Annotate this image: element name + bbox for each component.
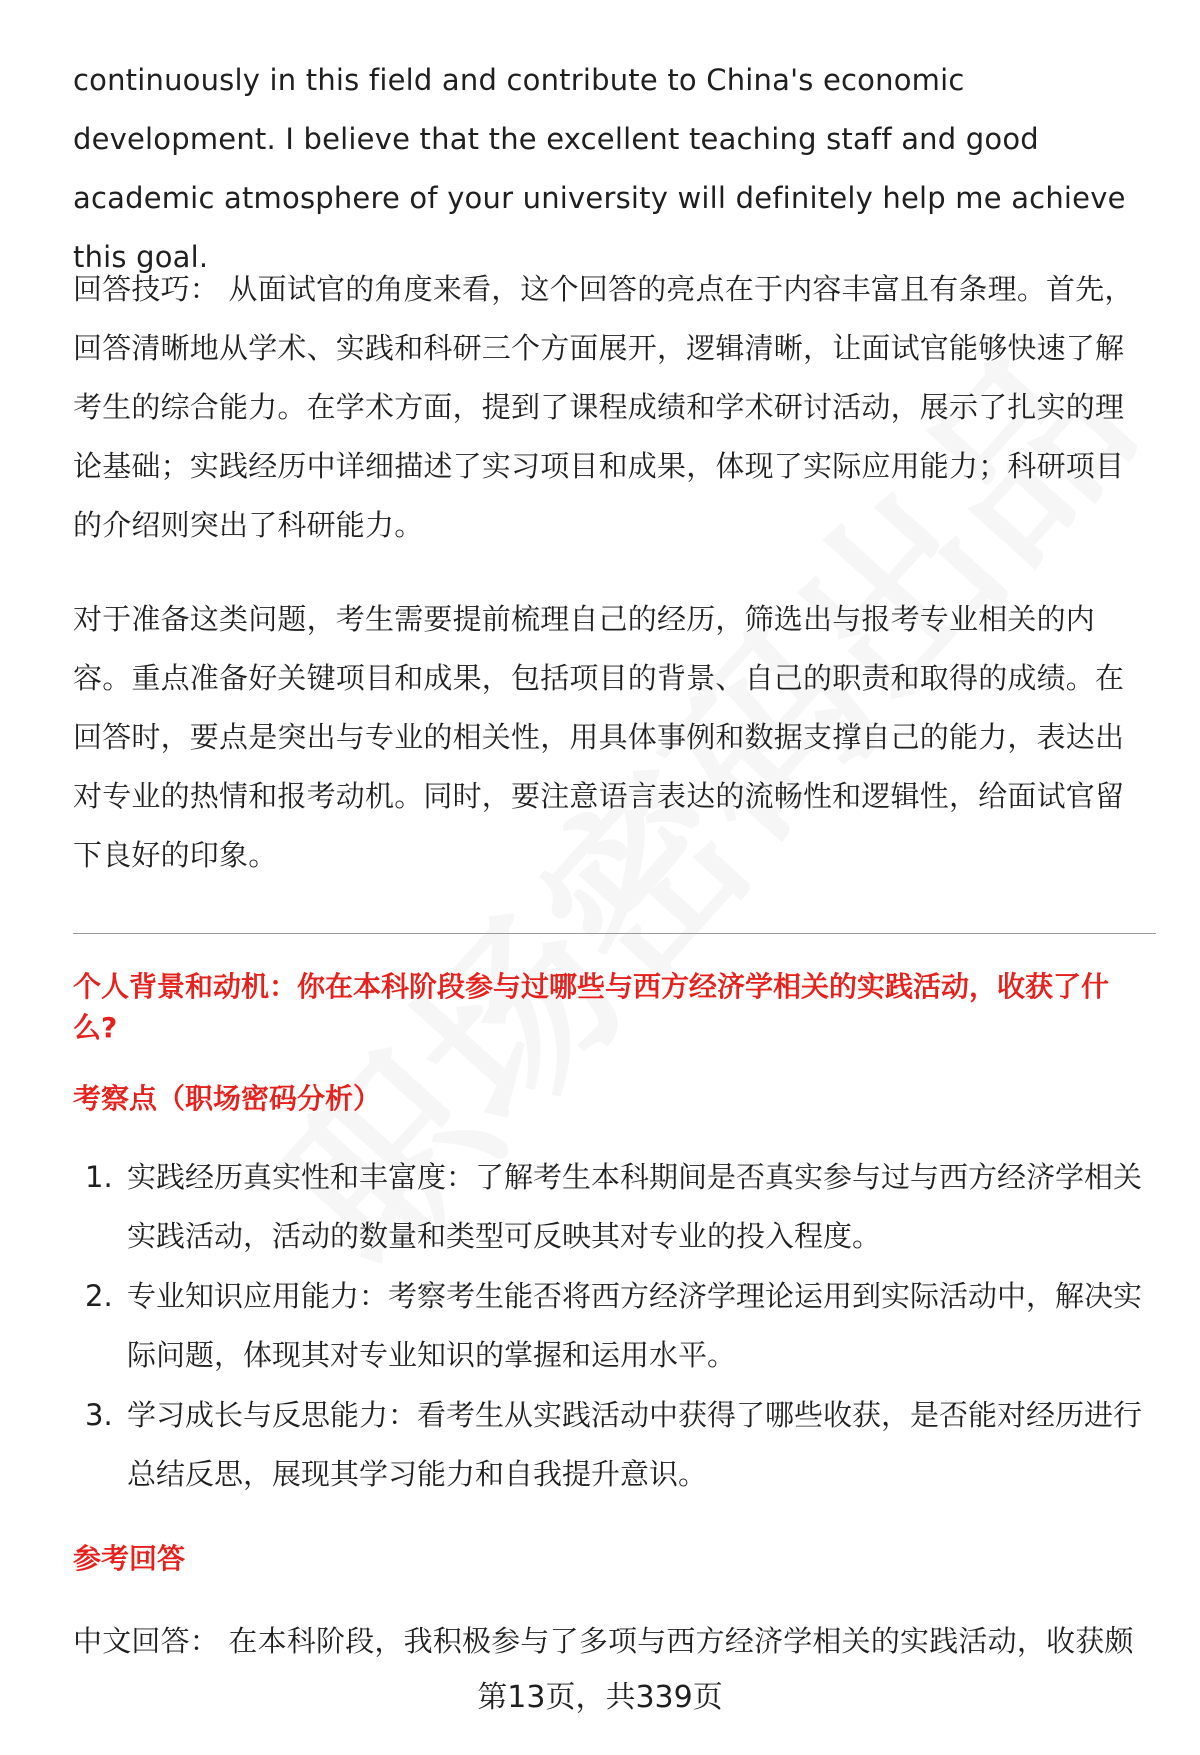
page-number-footer: 第13页，共339页 xyxy=(477,1680,723,1715)
list-item-text: 学习成长与反思能力：看考生从实践活动中获得了哪些收获，是否能对经历进行总结反思，展现其学习能力和自我提升意识。 xyxy=(127,1398,1143,1491)
section-divider xyxy=(73,933,1156,934)
list-item-number: 2. xyxy=(85,1279,113,1313)
exam-points-list xyxy=(73,1148,1153,1505)
question-title: 个人背景和动机：你在本科阶段参与过哪些与西方经济学相关的实践活动，收获了什么? xyxy=(73,970,1110,1044)
list-item-text: 专业知识应用能力：考察考生能否将西方经济学理论运用到实际活动中，解决实际问题，体现其对专业知识的掌握和运用水平。 xyxy=(127,1279,1143,1372)
list-item xyxy=(73,1148,1153,1266)
list-item xyxy=(73,1267,1153,1385)
list-item-text: 实践经历真实性和丰富度：了解考生本科期间是否真实参与过与西方经济学相关实践活动，活动的数量和类型可反映其对专业的投入程度。 xyxy=(127,1160,1143,1253)
exam-points-heading: 考察点（职场密码分析） xyxy=(73,1082,382,1115)
preparation-advice-paragraph: 对于准备这类问题，考生需要提前梳理自己的经历，筛选出与报考专业相关的内容。重点准备好关键项目和成果，包括项目的背景、自己的职责和取得的成绩。在回答时，要点是突出与专业的相关性，用具体事例和数据支撑自己的能力，表达出对专业的热情和报考动机。同时，要注意语言表达的流畅性和逻辑性，给面试官留下良好的印象。 xyxy=(73,602,1125,872)
answer-english-paragraph: continuously in this field and contribute to China's economic development. I believe that the excellent teaching staff and good academic atmosphere of your university will definitely help me achieve this goal. xyxy=(73,63,1126,274)
list-item-number: 1. xyxy=(85,1160,113,1194)
list-item-number: 3. xyxy=(85,1398,113,1432)
answer-tips-paragraph: 回答技巧： 从面试官的角度来看，这个回答的亮点在于内容丰富且有条理。首先，回答清晰地从学术、实践和科研三个方面展开，逻辑清晰，让面试官能够快速了解考生的综合能力。在学术方面，提到了课程成绩和学术研讨活动，展示了扎实的理论基础；实践经历中详细描述了实习项目和成果，体现了实际应用能力；科研项目的介绍则突出了科研能力。 xyxy=(73,272,1134,542)
list-item xyxy=(73,1386,1153,1504)
reference-answer-heading: 参考回答 xyxy=(73,1542,186,1575)
chinese-answer-paragraph: 中文回答： 在本科阶段，我积极参与了多项与西方经济学相关的实践活动，收获颇 xyxy=(73,1624,1134,1658)
